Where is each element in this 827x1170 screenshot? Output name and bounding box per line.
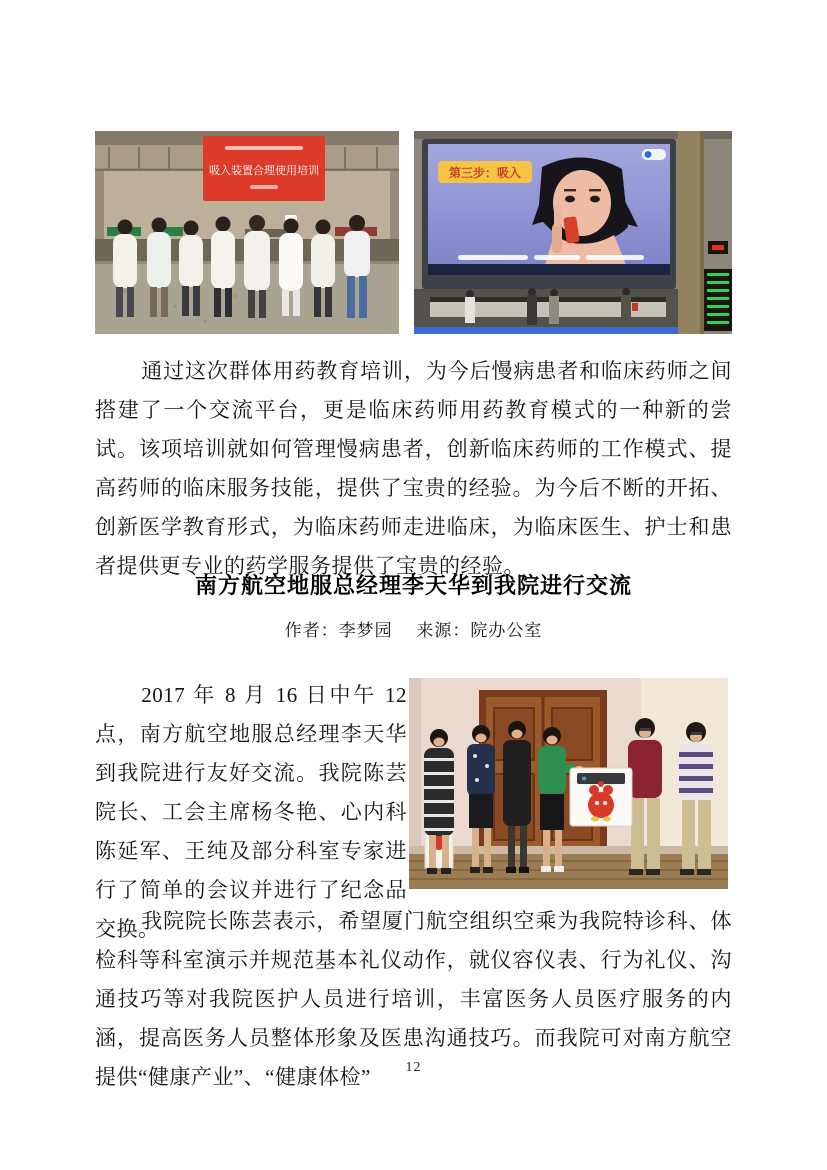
skirting [409, 846, 728, 854]
screen-caption [458, 255, 644, 260]
photo-gift-exchange-wrap [409, 678, 728, 889]
green-led-board [704, 269, 732, 331]
article-title: 南方航空地服总经理李天华到我院进行交流 [194, 573, 632, 598]
source-name: 院办公室 [470, 621, 543, 640]
paragraph-chenyun-remarks: 我院院长陈芸表示，希望厦门航空组织空乘为我院特诊科、体检科等科室演示并规范基本礼仪动作，就仪容仪表、行为礼仪、沟通技巧等对我院医护人员进行培训，丰富医务人员医疗服务的内涵，提高医务人员整体形象及医患沟通技巧。而我院可对南方航空提供“健康产业”、“健康体检” [95, 909, 732, 1089]
red-led-banner [203, 136, 325, 201]
photo-gift-exchange [409, 678, 728, 889]
pharmacy-logo [642, 149, 666, 160]
step-label-text: 第三步：吸入 [448, 166, 522, 180]
source-label: 来源： [416, 621, 471, 640]
photo-led-screen [414, 131, 732, 334]
led-screen [422, 139, 676, 289]
author-name: 李梦园 [338, 621, 393, 640]
paragraph-visit: 2017 年 8 月 16 日中午 12 点，南方航空地服总经理李天华到我院进行友好交流。我院陈芸院长、工会主席杨冬艳、心内科陈延军、王纯及部分科室专家进行了简单的会议并进行了纪念品交换。 [95, 683, 407, 941]
blue-railing [414, 327, 678, 334]
author-label: 作者： [284, 621, 339, 640]
waiting-area [414, 288, 678, 334]
red-led-display [708, 241, 728, 254]
byline [95, 616, 732, 641]
gift-box [570, 768, 632, 826]
banner-title-text: 吸入装置合理使用培训 [209, 165, 319, 177]
page-number: 12 [405, 1060, 422, 1075]
photo-training-group [95, 131, 399, 334]
paragraph-training-summary: 通过这次群体用药教育培训，为今后慢病患者和临床药师之间搭建了一个交流平台，更是临床药师用药教育模式的一种新的尝试。该项培训就如何管理慢病患者，创新临床药师的工作模式、提高药师的临床服务技能，提供了宝贵的经验。为今后不断的开拓、创新医学教育形式，为临床药师走进临床，为临床医生、护士和患者提供更专业的药学服务提供了宝贵的经验。 [95, 359, 732, 578]
pillar [678, 131, 702, 334]
photo-row [95, 131, 732, 334]
